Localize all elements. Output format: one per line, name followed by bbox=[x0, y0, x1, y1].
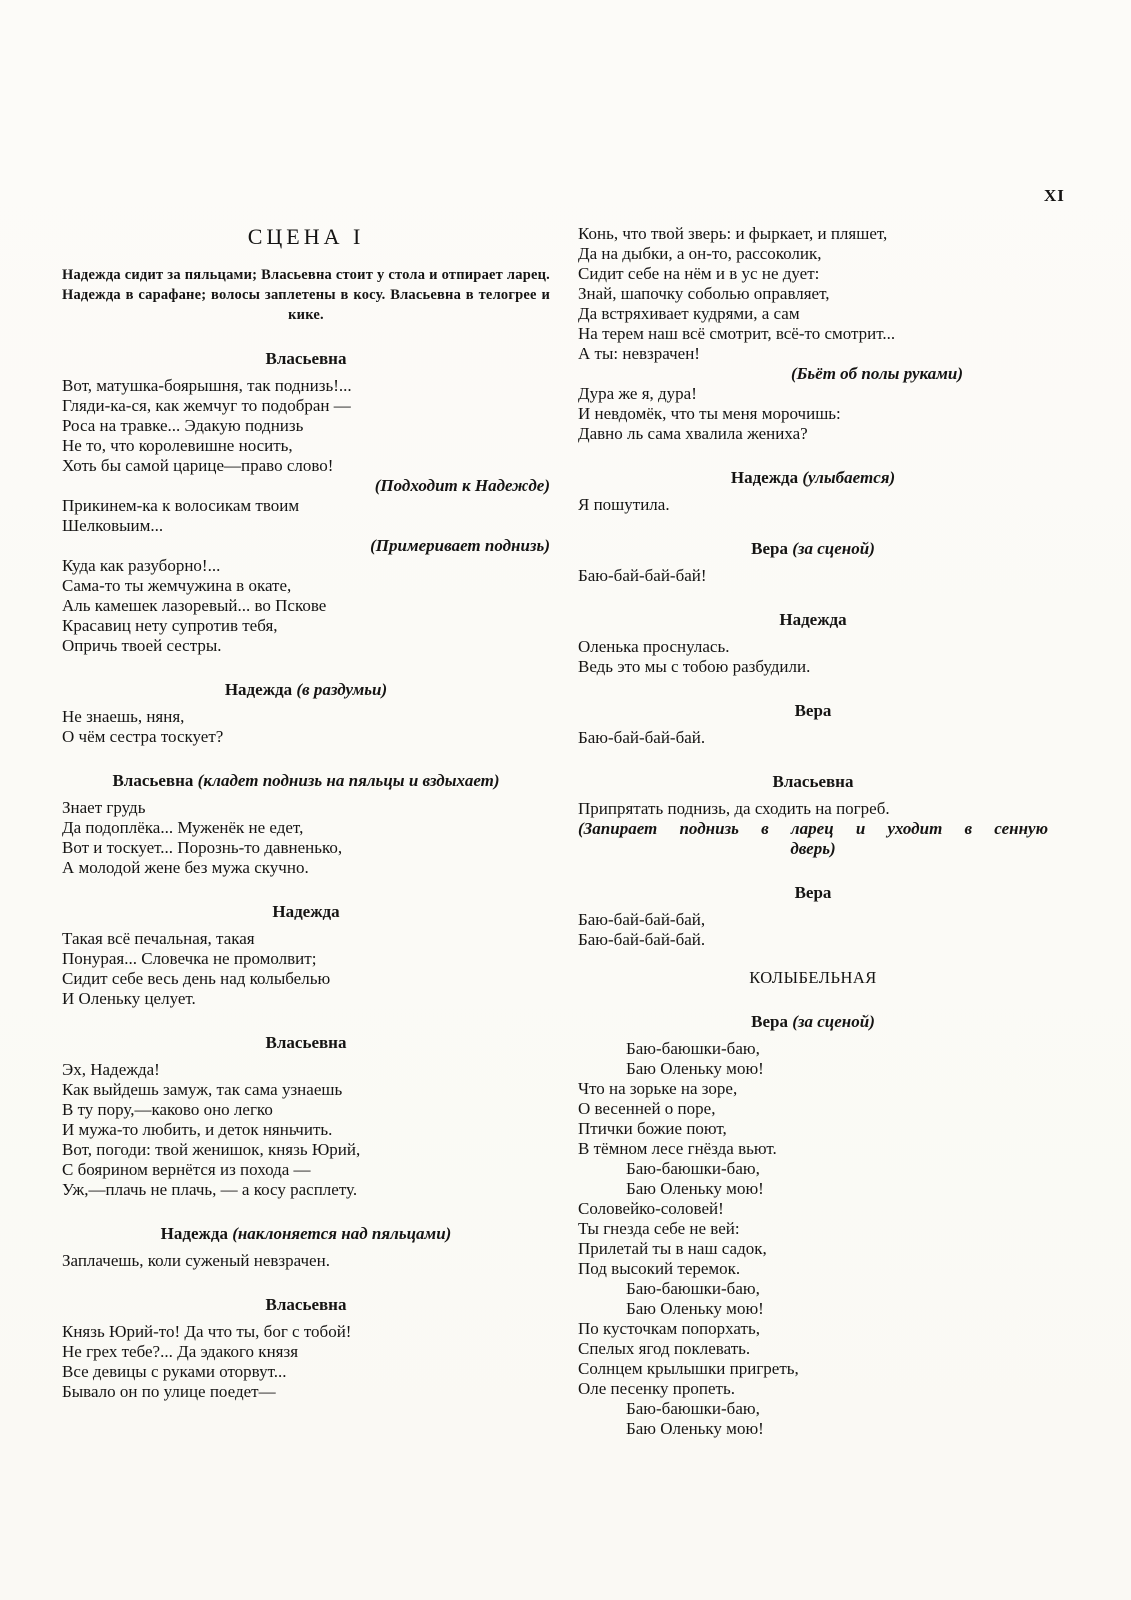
verse-block bbox=[578, 224, 1048, 364]
stage-direction: (Бьёт об полы руками) bbox=[790, 364, 963, 383]
speaker-heading bbox=[578, 468, 1048, 488]
verse-line: Хоть бы самой царице—право слово! bbox=[62, 456, 334, 475]
speaker-heading bbox=[578, 772, 1048, 792]
verse-line: Такая всё печальная, такая bbox=[62, 929, 255, 948]
verse-block bbox=[578, 728, 1048, 748]
verse-line: Да встряхивает кудрями, а сам bbox=[578, 304, 800, 323]
verse-line: Все девицы с руками оторвут... bbox=[62, 1362, 287, 1381]
verse-block bbox=[62, 929, 550, 1009]
verse-block bbox=[578, 1039, 1048, 1439]
speaker-name: Вера bbox=[794, 883, 832, 902]
verse-line: Прикинем-ка к волосикам твоим bbox=[62, 496, 300, 515]
verse-line: Баю-баюшки-баю, bbox=[626, 1399, 760, 1418]
verse-block bbox=[578, 637, 1048, 677]
verse-line: Соловейко-соловей! bbox=[578, 1199, 724, 1218]
speaker-heading bbox=[62, 1295, 550, 1315]
verse-line: Баю-бай-бай-бай, bbox=[578, 910, 706, 929]
verse-line: О весенней о поре, bbox=[578, 1099, 716, 1118]
verse-block bbox=[62, 1322, 550, 1402]
speaker-name: Надежда bbox=[730, 468, 799, 487]
verse-block bbox=[62, 798, 550, 878]
right-column bbox=[578, 224, 1048, 1439]
speaker-name: Надежда bbox=[779, 610, 847, 629]
verse-line: Солнцем крылышки пригреть, bbox=[578, 1359, 799, 1378]
verse-block bbox=[578, 495, 1048, 515]
verse-line: Баю Оленьку мою! bbox=[626, 1179, 764, 1198]
verse-line: Баю Оленьку мою! bbox=[626, 1419, 764, 1438]
verse-line: И Оленьку целует. bbox=[62, 989, 196, 1008]
speaker-name: Вера bbox=[751, 1012, 788, 1031]
verse-line: Я пошутила. bbox=[578, 495, 670, 514]
stage-direction-line: (Запирает поднизь в ларец и уходит в сенную bbox=[578, 819, 1048, 838]
speaker-stage-note: (наклоняется над пяльцами) bbox=[232, 1224, 452, 1243]
verse-line: В тёмном лесе гнёзда вьют. bbox=[578, 1139, 777, 1158]
speaker-heading bbox=[62, 349, 550, 369]
speaker-heading bbox=[62, 1033, 550, 1053]
verse-line: Давно ль сама хвалила жениха? bbox=[578, 424, 808, 443]
verse-block bbox=[62, 1060, 550, 1200]
speaker-heading bbox=[62, 771, 550, 791]
verse-line: Дура же я, дура! bbox=[578, 384, 697, 403]
stage-direction: (Подходит к Надежде) bbox=[374, 476, 550, 495]
verse-line: Сама-то ты жемчужина в окате, bbox=[62, 576, 292, 595]
verse-line: Знает грудь bbox=[62, 798, 146, 817]
speaker-heading bbox=[62, 902, 550, 922]
speaker-name: Власьевна bbox=[265, 1033, 347, 1052]
speaker-stage-note: (улыбается) bbox=[802, 468, 896, 487]
verse-line: Вот, матушка-боярышня, так поднизь!... bbox=[62, 376, 352, 395]
scene-direction: Надежда сидит за пяльцами; Власьевна стоит у стола и отпирает ларец. Надежда в сарафане; волосы заплетены в косу. Власьевна в телогрее и кике. bbox=[62, 267, 550, 323]
verse-line: Знай, шапочку соболью оправляет, bbox=[578, 284, 830, 303]
speaker-heading bbox=[578, 539, 1048, 559]
verse-line: Баю-баюшки-баю, bbox=[626, 1039, 760, 1058]
verse-line: Князь Юрий-то! Да что ты, бог с тобой! bbox=[62, 1322, 352, 1341]
verse-block bbox=[578, 566, 1048, 586]
speaker-name: Вера bbox=[751, 539, 788, 558]
verse-line: На терем наш всё смотрит, всё-то смотрит... bbox=[578, 324, 896, 343]
verse-line: Гляди-ка-ся, как жемчуг то подобран — bbox=[62, 396, 351, 415]
stage-direction-line: дверь) bbox=[790, 839, 836, 858]
verse-line: А ты: невзрачен! bbox=[578, 344, 700, 363]
verse-line: Баю-бай-бай-бай! bbox=[578, 566, 707, 585]
verse-line: И невдомёк, что ты меня морочишь: bbox=[578, 404, 841, 423]
verse-line: О чём сестра тоскует? bbox=[62, 727, 224, 746]
verse-line: Прилетай ты в наш садок, bbox=[578, 1239, 767, 1258]
verse-line: Не грех тебе?... Да эдакого князя bbox=[62, 1342, 299, 1361]
speaker-name: Надежда bbox=[160, 1224, 228, 1243]
verse-line: Птички божие поют, bbox=[578, 1119, 727, 1138]
verse-line: По кусточкам попорхать, bbox=[578, 1319, 760, 1338]
verse-line: В ту пору,—каково оно легко bbox=[62, 1100, 273, 1119]
speaker-stage-note: (в раздумьи) bbox=[296, 680, 388, 699]
speaker-name: Надежда bbox=[224, 680, 293, 699]
verse-line: Не то, что королевишне носить, bbox=[62, 436, 293, 455]
verse-line: Что на зорьке на зоре, bbox=[578, 1079, 738, 1098]
verse-line: Оленька проснулась. bbox=[578, 637, 730, 656]
verse-line: Ведь это мы с тобою разбудили. bbox=[578, 657, 811, 676]
verse-line: Да подоплёка... Муженёк не едет, bbox=[62, 818, 304, 837]
verse-line: Опричь твоей сестры. bbox=[62, 636, 222, 655]
verse-line: Баю Оленьку мою! bbox=[626, 1299, 764, 1318]
speaker-name: Власьевна bbox=[265, 349, 347, 368]
stage-direction: (Примеривает поднизь) bbox=[370, 536, 550, 555]
verse-line: Вот и тоскует... Порознь-то давненько, bbox=[62, 838, 343, 857]
speaker-name: Власьевна bbox=[772, 772, 854, 791]
verse-line: Роса на травке... Эдакую поднизь bbox=[62, 416, 304, 435]
verse-line: Вот, погоди: твой женишок, князь Юрий, bbox=[62, 1140, 361, 1159]
verse-line: Спелых ягод поклевать. bbox=[578, 1339, 751, 1358]
speaker-heading bbox=[578, 701, 1048, 721]
verse-block bbox=[62, 1251, 550, 1271]
verse-line: Баю-бай-бай-бай. bbox=[578, 930, 706, 949]
verse-line: Эх, Надежда! bbox=[62, 1060, 160, 1079]
verse-line: Бывало он по улице поедет— bbox=[62, 1382, 276, 1401]
speaker-heading bbox=[578, 610, 1048, 630]
verse-line: Понурая... Словечка не промолвит; bbox=[62, 949, 317, 968]
speaker-heading bbox=[578, 883, 1048, 903]
verse-block bbox=[62, 707, 550, 747]
speaker-heading bbox=[62, 680, 550, 700]
verse-line: Баю-бай-бай-бай. bbox=[578, 728, 706, 747]
speaker-name: Надежда bbox=[272, 902, 340, 921]
verse-block bbox=[62, 556, 550, 656]
verse-line: Баю-баюшки-баю, bbox=[626, 1279, 760, 1298]
verse-block bbox=[578, 799, 1048, 819]
verse-line: Конь, что твой зверь: и фыркает, и пляшет, bbox=[578, 224, 888, 243]
verse-line: Шелковыим... bbox=[62, 516, 164, 535]
speaker-heading bbox=[62, 1224, 550, 1244]
verse-line: Баю-баюшки-баю, bbox=[626, 1159, 760, 1178]
speaker-name: Власьевна bbox=[112, 771, 194, 790]
stage-direction bbox=[578, 819, 1048, 859]
verse-line: Под высокий теремок. bbox=[578, 1259, 741, 1278]
verse-block bbox=[62, 496, 550, 536]
verse-line: Не знаешь, няня, bbox=[62, 707, 185, 726]
speaker-name: Вера bbox=[794, 701, 832, 720]
verse-line: Как выйдешь замуж, так сама узнаешь bbox=[62, 1080, 343, 1099]
scene-title: СЦЕНА I bbox=[247, 224, 365, 249]
left-column bbox=[62, 224, 550, 1402]
verse-line: С боярином вернётся из похода — bbox=[62, 1160, 311, 1179]
verse-line: Припрятать поднизь, да сходить на погреб. bbox=[578, 799, 890, 818]
verse-line: Баю Оленьку мою! bbox=[626, 1059, 764, 1078]
speaker-heading bbox=[578, 1012, 1048, 1032]
verse-block bbox=[62, 376, 550, 476]
verse-line: Заплачешь, коли суженый невзрачен. bbox=[62, 1251, 330, 1270]
verse-line: Уж,—плачь не плачь, — а косу расплету. bbox=[62, 1180, 358, 1199]
verse-line: Красавиц нету супротив тебя, bbox=[62, 616, 278, 635]
verse-block bbox=[578, 384, 1048, 444]
verse-line: Сидит себе на нём и в ус не дует: bbox=[578, 264, 820, 283]
verse-line: Куда как разуборно!... bbox=[62, 556, 221, 575]
speaker-stage-note: (кладет поднизь на пяльцы и вздыхает) bbox=[197, 771, 500, 790]
verse-line: Сидит себе весь день над колыбелью bbox=[62, 969, 331, 988]
verse-line: Аль камешек лазоревый... во Пскове bbox=[62, 596, 327, 615]
speaker-stage-note: (за сценой) bbox=[792, 539, 875, 558]
section-heading: КОЛЫБЕЛЬНАЯ bbox=[749, 968, 877, 987]
verse-line: Да на дыбки, а он-то, рассоколик, bbox=[578, 244, 822, 263]
verse-block bbox=[578, 910, 1048, 950]
verse-line: И мужа-то любить, и деток няньчить. bbox=[62, 1120, 333, 1139]
page-number: XI bbox=[1044, 186, 1065, 205]
verse-line: Ты гнезда себе не вей: bbox=[578, 1219, 740, 1238]
speaker-stage-note: (за сценой) bbox=[792, 1012, 875, 1031]
verse-line: Оле песенку пропеть. bbox=[578, 1379, 735, 1398]
verse-line: А молодой жене без мужа скучно. bbox=[62, 858, 309, 877]
speaker-name: Власьевна bbox=[265, 1295, 347, 1314]
